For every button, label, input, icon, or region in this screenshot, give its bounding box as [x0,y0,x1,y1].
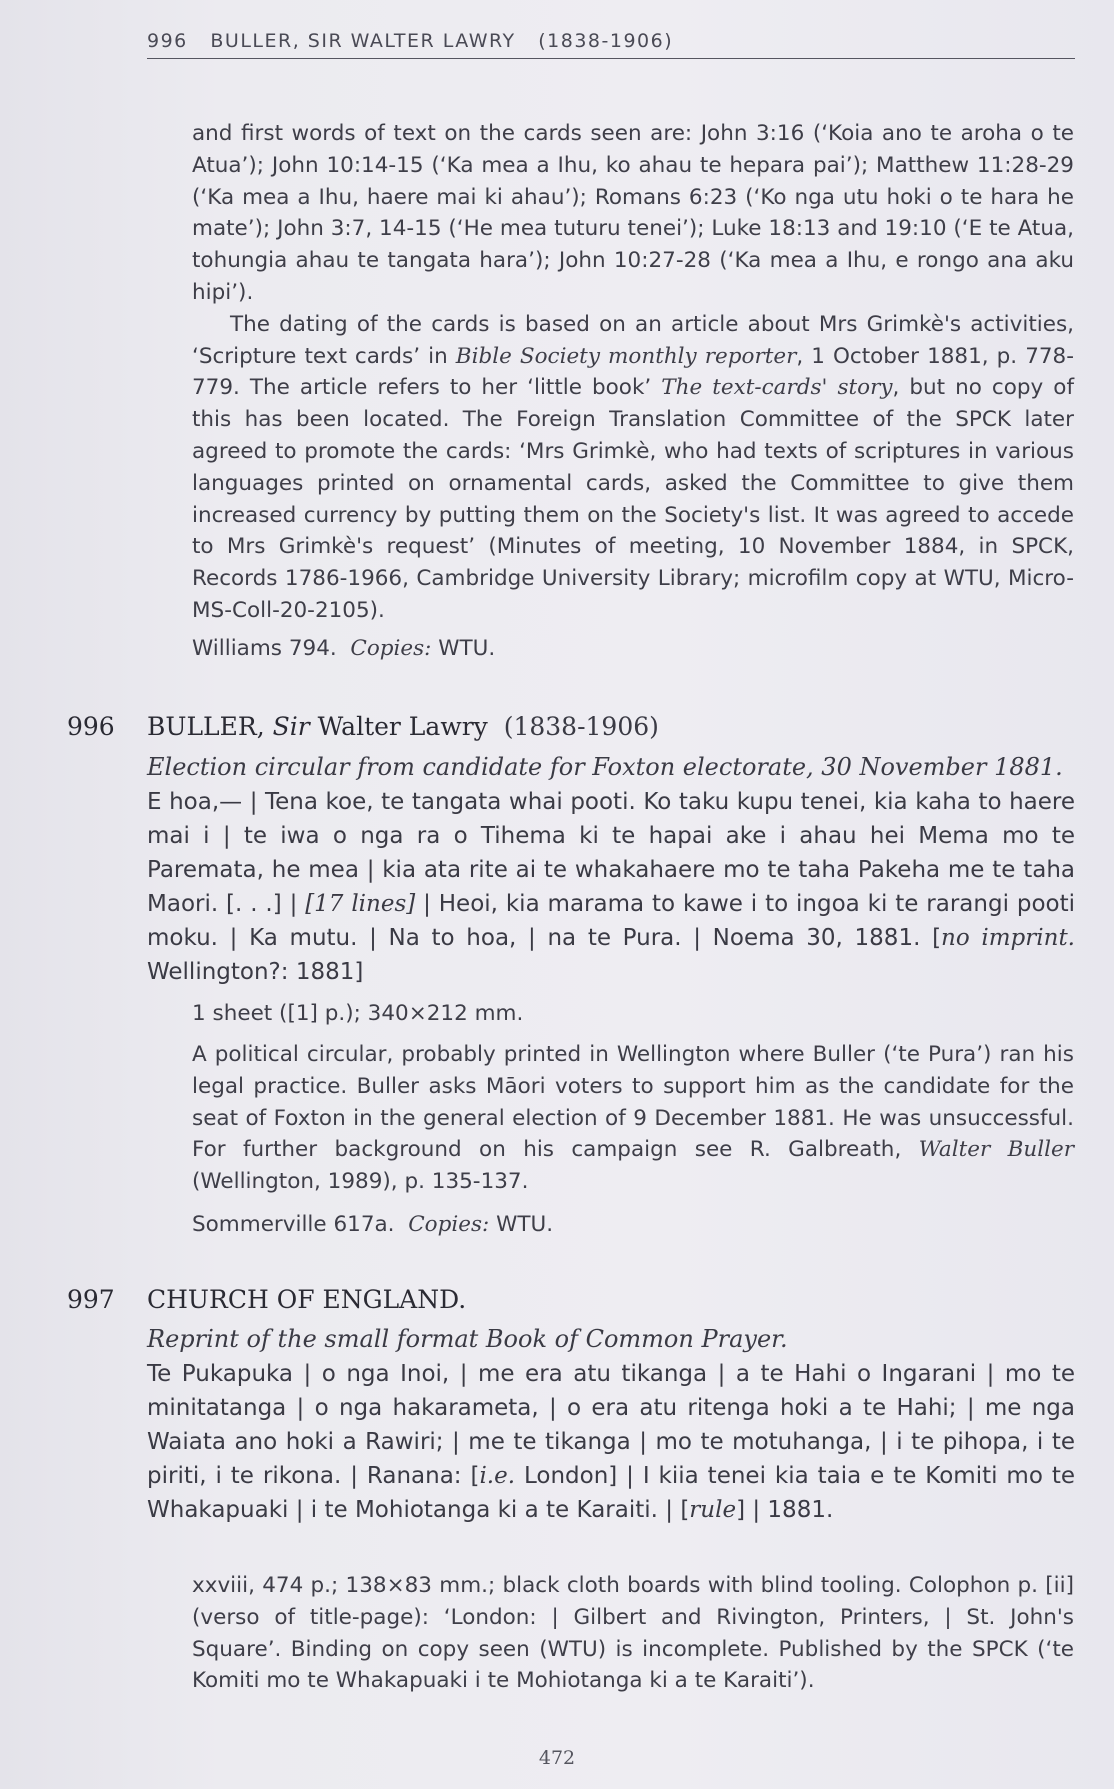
entry-title-997: Reprint of the small format Book of Common Prayer. [147,1325,788,1353]
reference-line [192,633,1074,665]
page-number: 472 [538,1747,576,1769]
italic-title: Bible Society monthly reporter [455,343,797,369]
author-name: BULLER, [147,712,273,741]
author-name-rest: Walter Lawry [309,712,488,741]
text-run: Wellington?: 1881] [147,959,364,985]
note-996 [192,1039,1074,1198]
running-head: 996 BULLER, SIR WALTER LAWRY (1838-1906) [147,30,1075,59]
paragraph-card-texts: and first words of text on the cards seen are: John 3:16 (‘Koia ano te aroha o te Atua’); John 10:14-15 (‘Ka mea a Ihu, ko ahau te hepara pai’); Matthew 11:28-29 (‘Ka mea a Ihu, haere mai ki ahau’); Romans 6:23 (‘Ko nga utu hoki o te hara he mate’); John 3:7, 14-15 (‘He mea tuturu tenei’); Luke 18:13 and 19:10 (‘E te Atua, tohungia ahau te tangata hara’); John 10:27-28 (‘Ka mea a Ihu, e rongo ana aku hipi’). [192,121,1074,305]
author-title: Sir [272,712,310,741]
copies-label: Copies: [408,1212,490,1237]
heading-period: . [458,1285,467,1314]
text-run: A political circular, probably printed in Wellington where Buller (‘te Pura’) ran his legal practice. Buller asks Māori voters to support him as the candidate for the seat of Foxton in the general election of 9 December 1881. He was unsuccessful. For further background on his campaign see R. Galbreath, [192,1042,1074,1163]
entry-title-996: Election circular from candidate for Foxton electorate, 30 November 1881. [147,753,1063,781]
text-run: (Wellington, 1989), p. 135-137. [192,1169,529,1195]
text-run: ] | 1881. [736,1497,834,1523]
reference-source: Sommerville 617a. [192,1212,409,1237]
collation-997: xxviii, 474 p.; 138×83 mm.; black cloth boards with blind tooling. Colophon p. [ii] (verso of title-page): ‘London: | Gilbert and Rivington, Printers, | St. John's Square’. Binding on copy seen (WTU) is incomplete. Published by the SPCK (‘te Komiti mo te Whakapuaki i te Mohiotanga ki a te Karaiti’). [192,1573,1074,1694]
transcription-997 [147,1357,1075,1527]
text-run: Te Pukapuka | o nga Inoi, | me era atu tikanga | a te Hahi o Ingarani | mo te minitatanga | o nga hakarameta, | o era atu ritenga hoki a te Hahi; | me nga Waiata ano hoki a Rawiri; | me te tikanga | mo te motuhanga, | i te pihopa, i te piriti, i te rikona. | Ranana: [ [147,1361,1075,1489]
editorial-note: [17 lines] [305,891,416,917]
entry-heading-997 [147,1285,1077,1314]
text-run: The dating of the cards is based on an article about Mrs Grimkè's activities, ‘Scripture text cards’ in [192,311,1074,369]
corporate-author: CHURCH OF ENGLAND [147,1285,459,1314]
italic-title: Walter Buller [918,1137,1074,1163]
text-run: E hoa,— | Tena koe, te tangata whai pooti. Ko taku kupu tenei, kia kaha to haere mai i | te iwa o nga ra o Tihema ki te hapai ake i ahau hei Mema mo te Paremata, he mea | kia ata rite ai te whakahaere mo te taha Pakeha me te taha Maori. [. . .] | [147,789,1075,917]
collation-996: 1 sheet ([1] p.); 340×212 mm. [192,1001,524,1026]
reference-source: Williams 794. [192,635,351,661]
transcription-996 [147,785,1075,989]
entry-heading-996 [147,712,1077,741]
text-run: | Heoi, kia marama to kawe i to ingoa ki te rarangi pooti moku. | Ka mutu. | Na to hoa, | na te Pura. | Noema 30, 1881. [ [147,891,1075,951]
text-run: , 1 October 1881, p. 778-779. The article refers to her ‘little book’ [192,343,1074,401]
italic-title: The text-cards' story [661,375,893,401]
editorial-note: rule [689,1497,737,1523]
editorial-note: no imprint. [941,925,1075,951]
text-run: , but no copy of this has been located. The Foreign Translation Committee of the SPCK later agreed to promote the cards: ‘Mrs Grimkè, who had texts of scriptures in various languages printed on ornamental cards, asked the Committee to give them increased currency by putting them on the Society's list. It was agreed to accede to Mrs Grimkè's request’ (Minutes of meeting, 10 November 1884, in SPCK, Records 1786-1966, Cambridge University Library; microfilm copy at WTU, Micro-MS-Coll-20-2105). [192,375,1075,623]
editorial-note: i.e. [479,1463,516,1489]
paragraph-dating-notes [192,309,1074,627]
entry-number-997: 997 [67,1285,115,1314]
reference-line-996 [192,1209,1074,1241]
text-run: London] | I kiia tenei kia taia e te Komiti mo te Whakapuaki | i te Mohiotanga ki a te Karaiti. | [ [147,1463,1076,1523]
copies-location: WTU. [489,1212,554,1237]
author-dates: (1838-1906) [503,712,659,741]
copies-label: Copies: [350,635,432,661]
entry-number-996: 996 [67,712,115,741]
copies-location: WTU. [431,635,496,661]
previous-entry-continuation [192,118,1074,665]
